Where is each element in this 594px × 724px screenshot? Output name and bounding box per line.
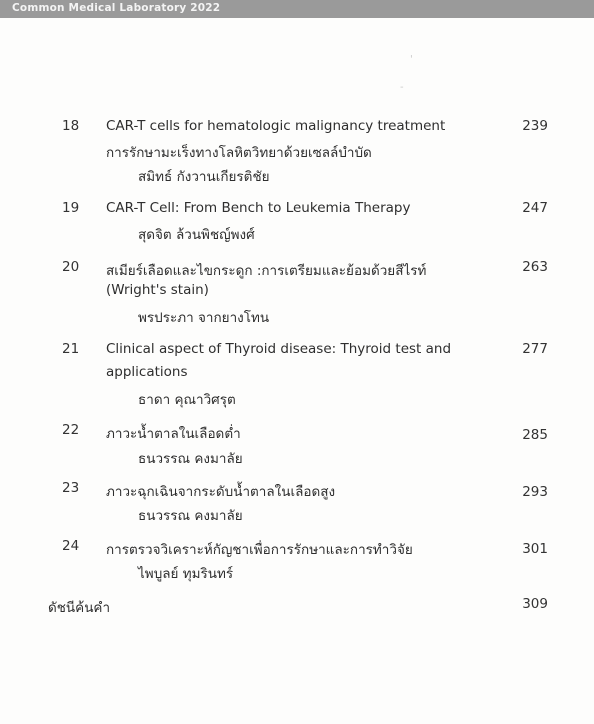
page-number: 277 [522,341,548,357]
chapter-number: 23 [62,480,80,496]
scan-speck: ' [410,54,413,65]
chapter-number: 21 [62,341,80,357]
index-label: ดัชนีค้นคำ [48,600,111,616]
page-number: 285 [522,427,548,443]
chapter-author: ธนวรรณ คงมาลัย [138,508,243,524]
index-page-number: 309 [522,596,548,612]
chapter-title: ภาวะน้ำตาลในเลือดต่ำ [106,426,241,442]
chapter-author: ธาดา คุณาวิศรุต [138,392,236,408]
chapter-number: 19 [62,200,80,216]
page-number: 239 [522,118,548,134]
chapter-title: (Wright's stain) [106,282,209,298]
chapter-number: 20 [62,259,80,275]
chapter-title: Clinical aspect of Thyroid disease: Thyroid test and [106,341,452,357]
chapter-author: พรประภา จากยางโทน [138,310,270,326]
chapter-title: ภาวะฉุกเฉินจากระดับน้ำตาลในเลือดสูง [106,484,336,500]
running-header-title: Common Medical Laboratory 2022 [12,2,221,14]
scan-speck: - [400,82,404,93]
page-number: 301 [522,541,548,557]
chapter-number: 18 [62,118,80,134]
chapter-author: สมิทธ์ กังวานเกียรติชัย [138,169,270,185]
chapter-author: ธนวรรณ คงมาลัย [138,451,243,467]
chapter-author: ไพบูลย์ ทุมรินทร์ [138,566,234,582]
chapter-title: CAR-T Cell: From Bench to Leukemia Therapy [106,200,411,216]
chapter-number: 22 [62,422,80,438]
page-number: 247 [522,200,548,216]
page-number: 263 [522,259,548,275]
page-number: 293 [522,484,548,500]
chapter-title: CAR-T cells for hematologic malignancy treatment [106,118,446,134]
chapter-title: applications [106,364,188,380]
chapter-author: สุดจิต ล้วนพิชญ์พงศ์ [138,227,255,243]
chapter-title: การตรวจวิเคราะห์กัญชาเพื่อการรักษาและการทำวิจัย [106,542,413,558]
chapter-number: 24 [62,538,80,554]
chapter-title: การรักษามะเร็งทางโลหิตวิทยาด้วยเซลล์บำบัด [106,145,372,161]
chapter-title: สเมียร์เลือดและไขกระดูก :การเตรียมและย้อมด้วยสีไรท์ [106,263,427,279]
